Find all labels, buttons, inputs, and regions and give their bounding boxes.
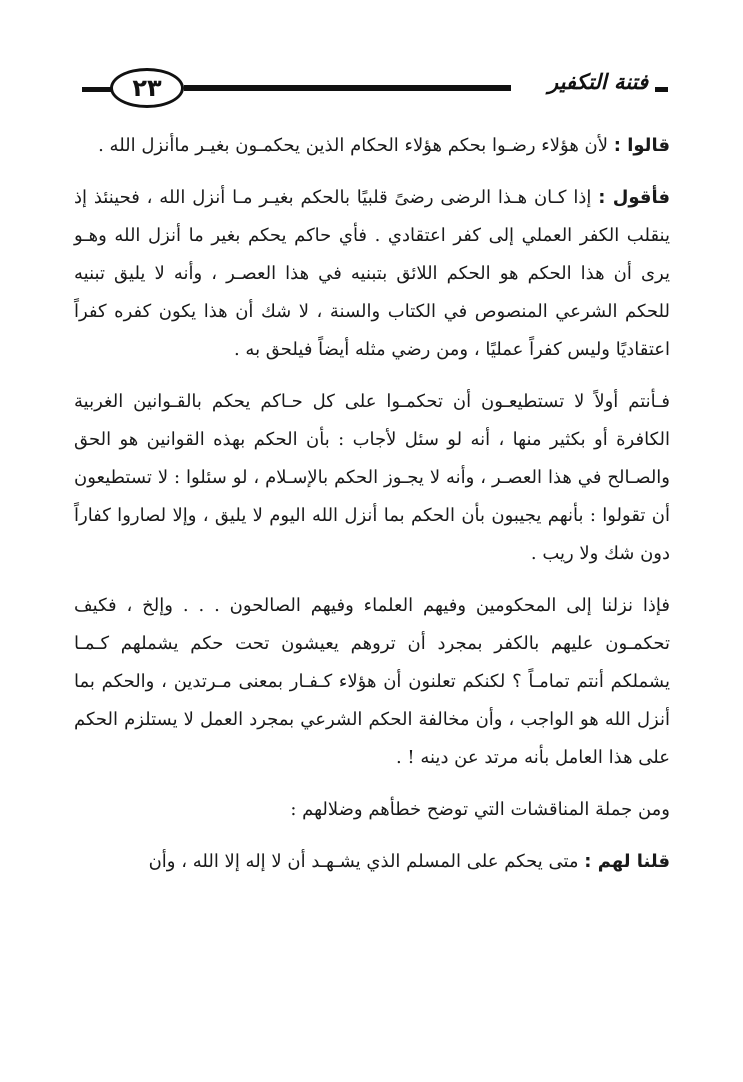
paragraph-lead: قلنا لهم :: [584, 851, 670, 872]
paragraph-5: [74, 791, 670, 829]
book-title: فتنة التكفير: [548, 70, 648, 94]
paragraph-text: لأن هؤلاء رضـوا بحكم هؤلاء الحكام الذين يحكمـون بغيـر ماأنزل الله .: [98, 135, 614, 156]
paragraph-2: [74, 179, 670, 369]
paragraph-lead: فأقول :: [598, 187, 670, 208]
page-number: ٢٣: [110, 68, 184, 108]
paragraph-3: [74, 383, 670, 573]
paragraph-text: متى يحكم على المسلم الذي يشـهـد أن لا إله إلا الله ، وأن: [148, 851, 585, 872]
paragraph-text: فإذا نزلنا إلى المحكومين وفيهم العلماء وفيهم الصالحون . . . وإلخ ، فكيف تحكمـون عليهم بالكفر بمجرد أن تروهم يعيشون تحت حكم يشملهم كـمـا يشملكم أنتم تمامـاً ؟ لكنكم تعلنون أن هؤلاء كـفـار بمعنى مـرتدين ، والحكم بما أنزل الله هو الواجب ، وأن مخالفة الحكم الشرعي بمجرد العمل لا يستلزم الحكم على هذا العامل بأنه مرتد عن دينه ! .: [74, 595, 670, 768]
page-body: [74, 127, 670, 895]
header-rule-right: [655, 87, 668, 92]
paragraph-text: ومن جملة المناقشات التي توضح خطأهم وضلالهم :: [290, 799, 670, 820]
paragraph-1: [74, 127, 670, 165]
paragraph-lead: قالوا :: [613, 135, 670, 156]
paragraph-4: [74, 587, 670, 777]
header-rule-middle: [184, 85, 511, 91]
paragraph-6: [74, 843, 670, 881]
page-header: [82, 66, 667, 112]
paragraph-text: إذا كـان هـذا الرضى رضىً قلبيًا بالحكم بغيـر مـا أنزل الله ، فحينئذ إذ ينقلب الكفر العملي إلى كفر اعتقادي . فأي حاكم يحكم بغير ما أنزل الله وهـو يرى أن هذا الحكم هو الحكم اللائق بتبنيه في هذا العصـر ، وأنه لا يليق تبنيه للحكم الشرعي المنصوص في الكتاب والسنة ، لا شك أن هذا يكون كفره كفراً اعتقاديًا وليس كفراً عمليًا ، ومن رضي مثله أيضاً فيلحق به .: [74, 187, 670, 360]
paragraph-text: فـأنتم أولاً لا تستطيعـون أن تحكمـوا على كل حـاكم يحكم بالقـوانين الغربية الكافرة أو بكثير منها ، أنه لو سئل لأجاب : بأن الحكم بهذه القوانين هو الحق والصـالح في هذا العصـر ، وأنه لا يجـوز الحكم بالإسـلام ، لو سئلوا : لا تستطيعون أن تقولوا : بأنهم يجيبون بأن الحكم بما أنزل الله اليوم لا يليق ، وإلا لصاروا كفاراً دون شك ولا ريب .: [74, 391, 670, 564]
